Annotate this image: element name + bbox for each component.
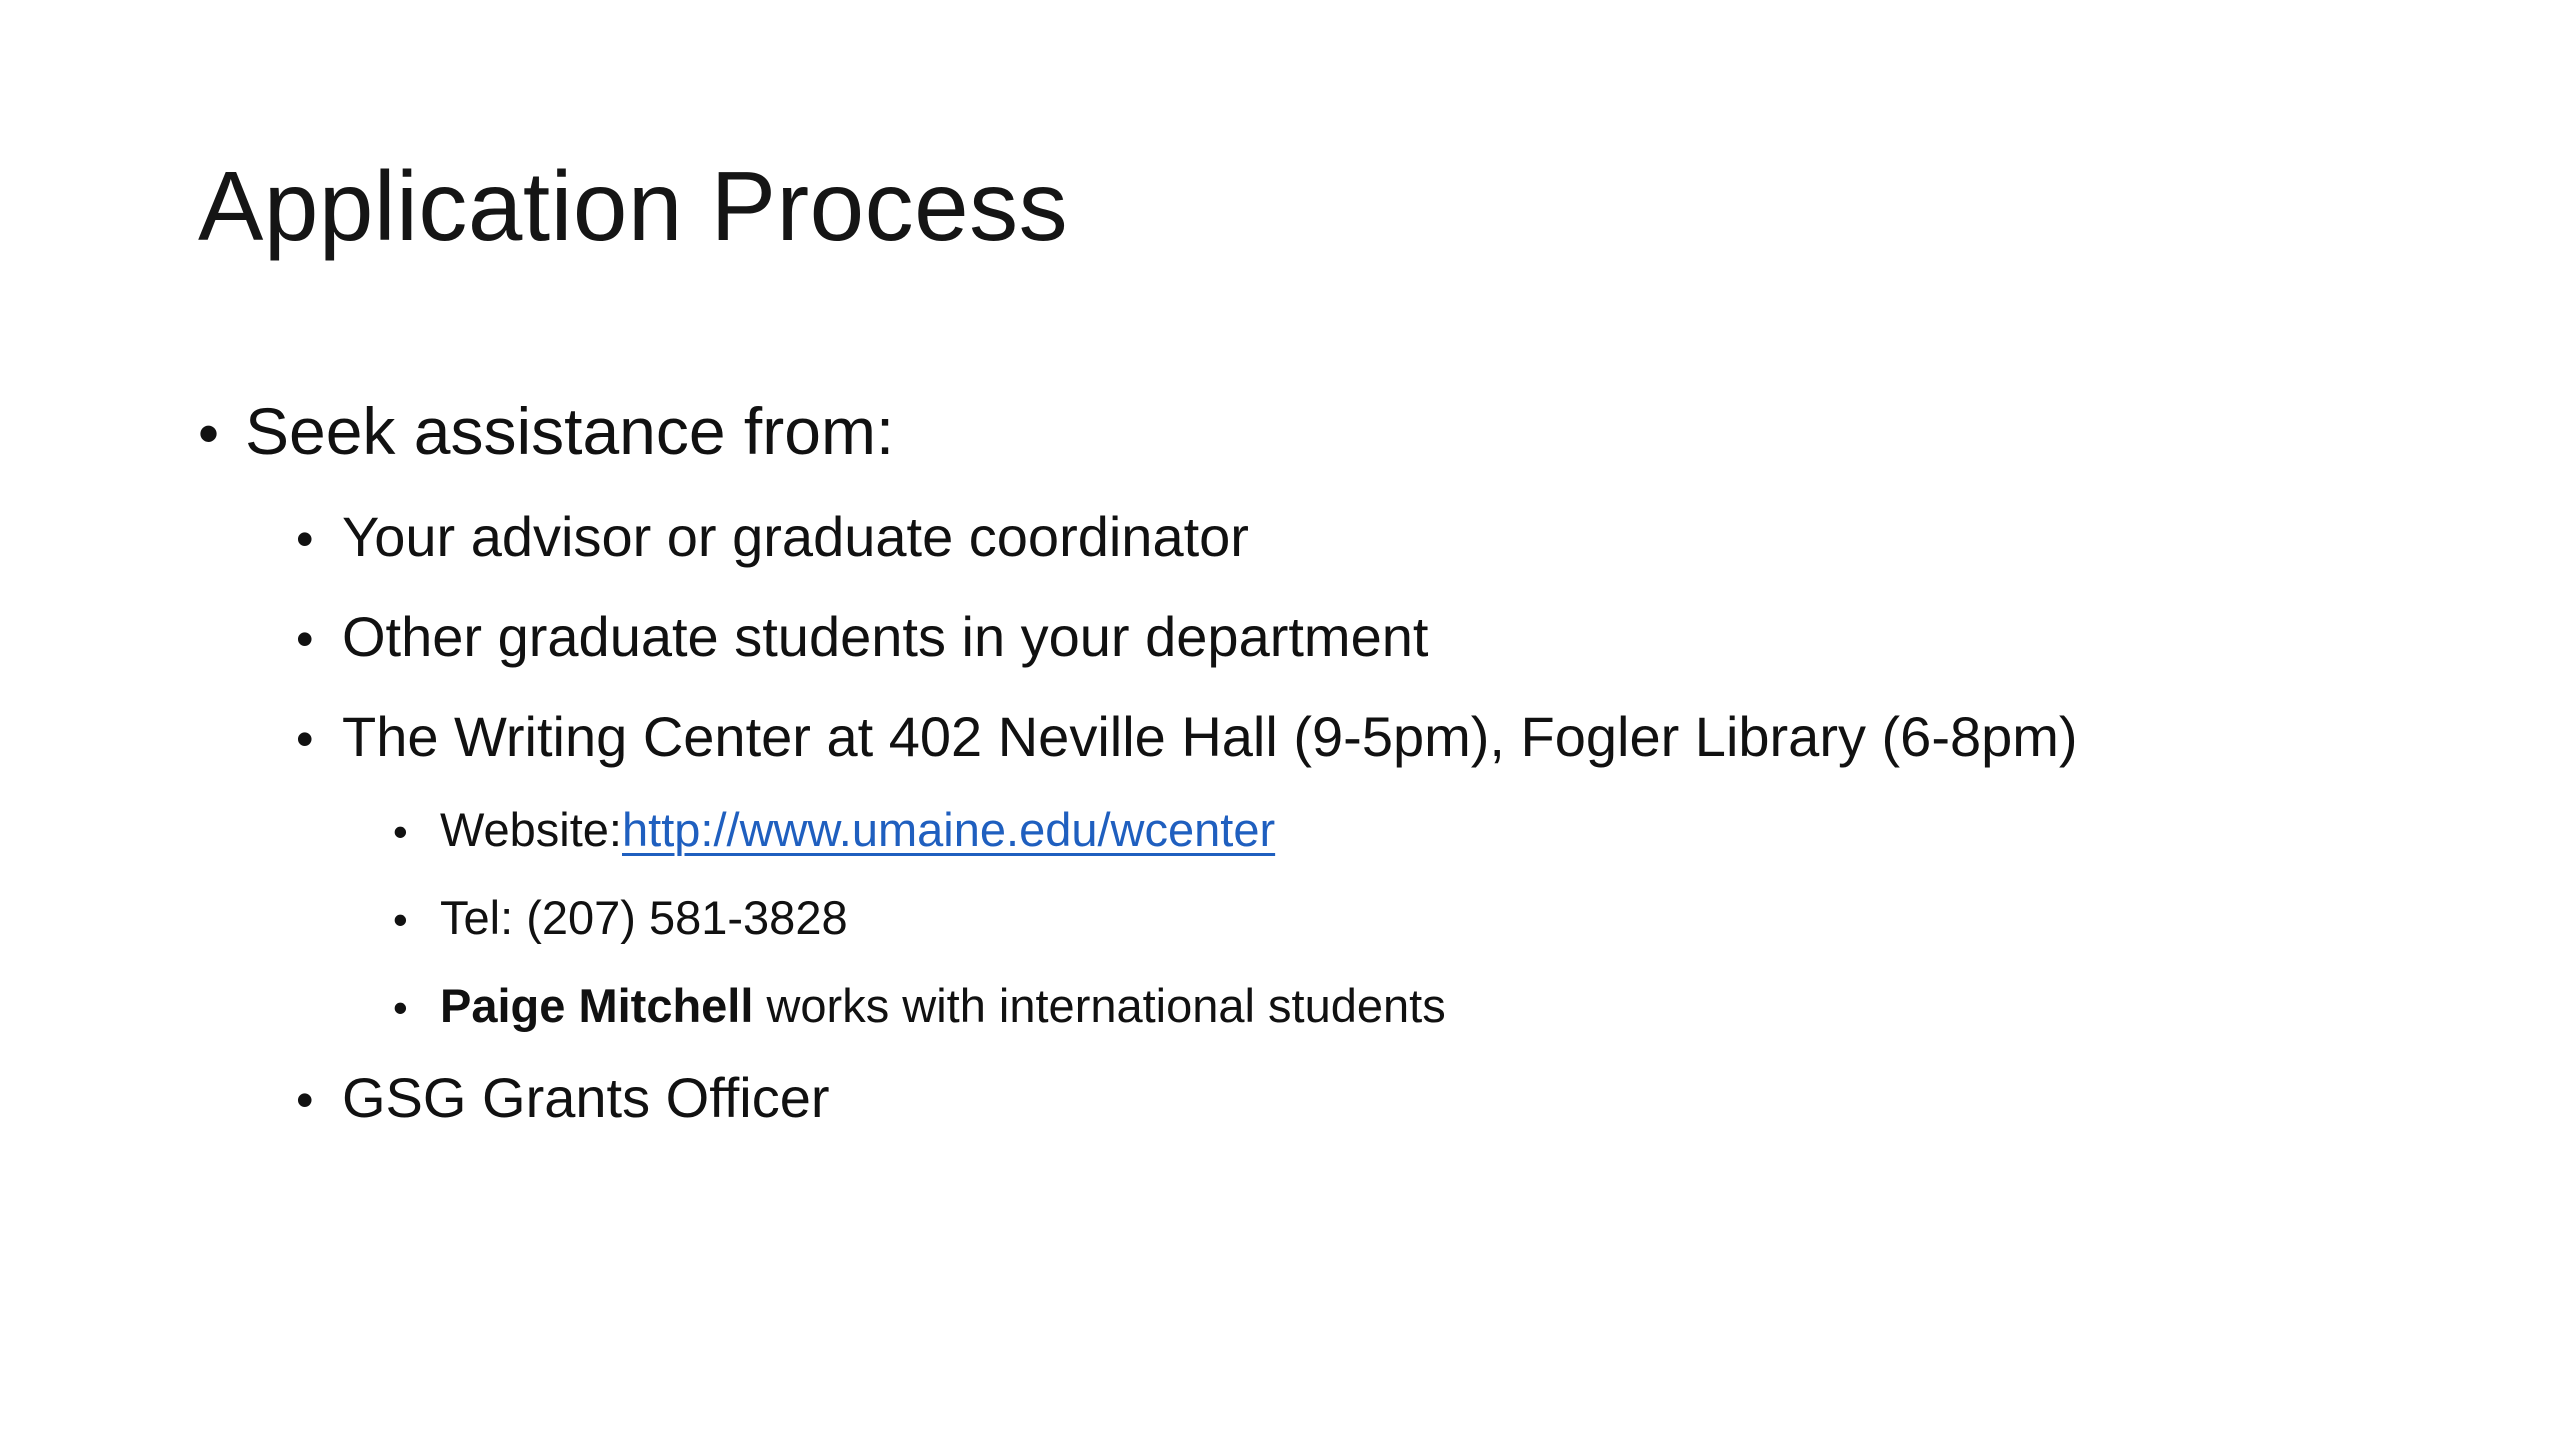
bullet-text-graduate-students: Other graduate students in your department — [342, 605, 1429, 668]
bullet-dot-icon: • — [296, 711, 314, 767]
bullet-item-grants-officer — [296, 1064, 830, 1131]
contact-name: Paige Mitchell — [440, 979, 754, 1032]
bullet-item-advisor — [296, 503, 1249, 570]
writing-center-website-link[interactable]: http://www.umaine.edu/wcenter — [622, 803, 1276, 856]
main-bullet-item — [198, 392, 894, 471]
bullet-dot-icon: • — [393, 896, 408, 943]
bullet-dot-icon: • — [198, 400, 220, 467]
bullet-dot-icon: • — [393, 984, 408, 1031]
slide-title: Application Process — [198, 151, 1069, 261]
international-students-text: works with international students — [753, 979, 1446, 1032]
main-bullet-text: Seek assistance from: — [245, 394, 895, 468]
sub-bullet-telephone — [393, 890, 848, 946]
bullet-dot-icon: • — [393, 808, 408, 855]
sub-bullet-website — [393, 802, 1275, 858]
bullet-dot-icon: • — [296, 611, 314, 667]
bullet-item-writing-center — [296, 703, 2078, 770]
sub-bullet-international-students — [393, 978, 1446, 1034]
telephone-text: Tel: (207) 581-3828 — [440, 891, 848, 944]
website-label: Website: — [440, 803, 622, 856]
bullet-text-advisor: Your advisor or graduate coordinator — [342, 505, 1249, 568]
bullet-text-writing-center: The Writing Center at 402 Neville Hall (9-5pm), Fogler Library (6-8pm) — [342, 705, 2078, 768]
bullet-text-grants-officer: GSG Grants Officer — [342, 1066, 830, 1129]
bullet-dot-icon: • — [296, 1072, 314, 1128]
bullet-dot-icon: • — [296, 511, 314, 567]
bullet-item-graduate-students — [296, 603, 1428, 670]
